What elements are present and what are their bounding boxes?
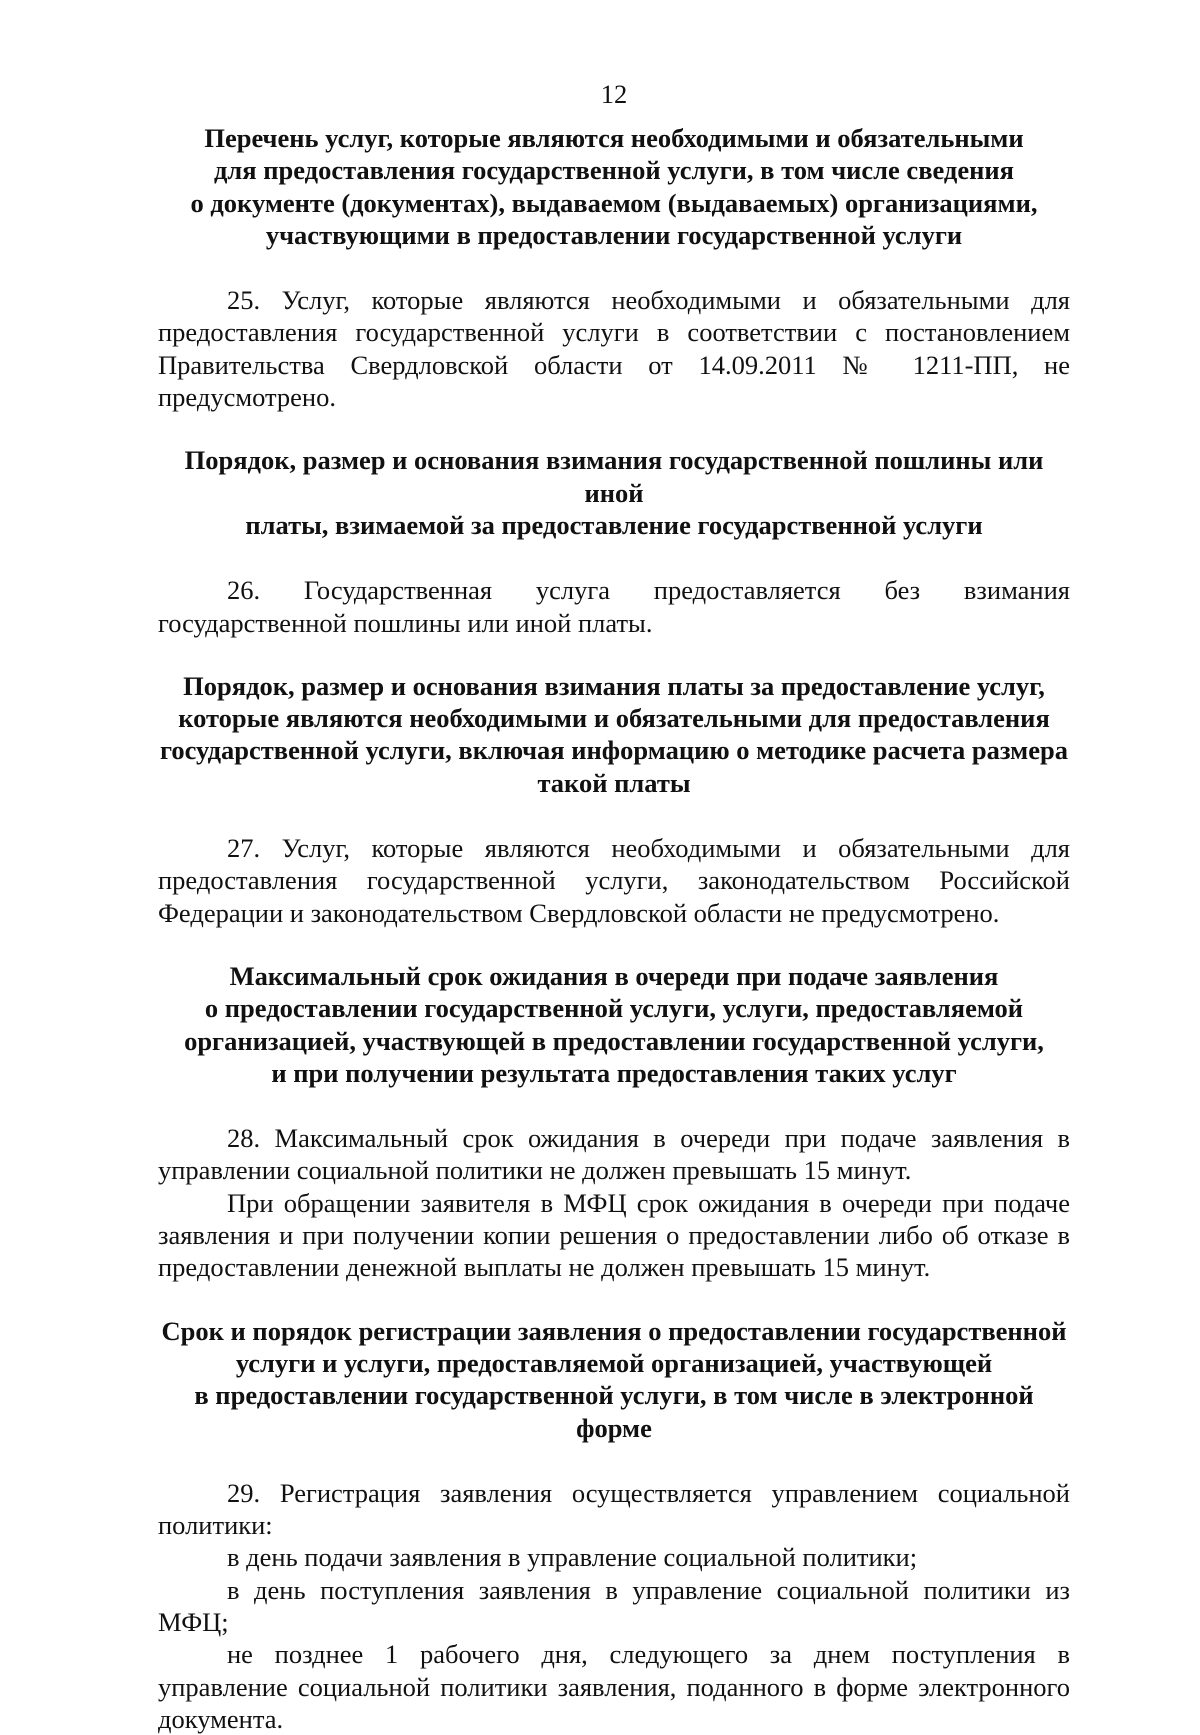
heading-line: платы, взимаемой за предоставление государственной услуги <box>245 509 983 540</box>
heading-line: организацией, участвующей в предоставлении государственной услуги, <box>184 1025 1044 1056</box>
heading-line: в предоставлении государственной услуги, в том числе в электронной форме <box>194 1380 1034 1443</box>
heading-line: о документе (документах), выдаваемом (выдаваемых) организациями, <box>190 187 1038 218</box>
paragraph: При обращении заявителя в МФЦ срок ожидания в очереди при подаче заявления и при получении копии решения о предоставлении либо об отказе в предоставлении денежной выплаты не должен превышать 15 минут. <box>158 1187 1070 1283</box>
heading-line: услуги и услуги, предоставляемой организацией, участвующей <box>235 1347 993 1378</box>
heading-line: и при получении результата предоставления таких услуг <box>271 1057 957 1088</box>
paragraph: 26. Государственная услуга предоставляется без взимания государственной пошлины или иной платы. <box>158 575 1070 638</box>
heading-line: такой платы <box>537 767 691 798</box>
paragraph: 28. Максимальный срок ожидания в очереди при подаче заявления в управлении социальной политики не должен превышать 15 минут. <box>158 1123 1070 1186</box>
paragraph: в день подачи заявления в управление социальной политики; <box>227 1542 918 1573</box>
section-heading <box>158 444 1070 541</box>
section-heading <box>158 1315 1070 1444</box>
paragraph: 25. Услуг, которые являются необходимыми и обязательными для предоставления государственной услуги в соответствии с постановлением Правительства Свердловской области от 14.09.2011 № 1211-ПП, не предусмотрено. <box>158 285 1070 413</box>
paragraph: в день поступления заявления в управление социальной политики из МФЦ; <box>158 1574 1070 1637</box>
section-heading <box>158 960 1070 1089</box>
section-heading <box>158 122 1070 251</box>
heading-line: Порядок, размер и основания взимания государственной пошлины или иной <box>184 445 1044 508</box>
heading-line: Срок и порядок регистрации заявления о предоставлении государственной <box>161 1315 1067 1346</box>
section-heading <box>158 670 1070 799</box>
heading-line: участвующими в предоставлении государственной услуги <box>265 219 963 250</box>
heading-line: которые являются необходимыми и обязательными для предоставления <box>178 703 1050 734</box>
heading-line: Максимальный срок ожидания в очереди при подаче заявления <box>229 960 999 991</box>
heading-line: для предоставления государственной услуги, в том числе сведения <box>214 155 1014 186</box>
heading-line: Перечень услуг, которые являются необходимыми и обязательными <box>204 123 1024 153</box>
paragraph: 27. Услуг, которые являются необходимыми и обязательными для предоставления государственной услуги, законодательством Российской Федерации и законодательством Свердловской области не предусмотрено. <box>158 833 1070 928</box>
paragraph: не позднее 1 рабочего дня, следующего за днем поступления в управление социальной политики заявления, поданного в форме электронного документа. <box>158 1639 1070 1734</box>
heading-line: Порядок, размер и основания взимания платы за предоставление услуг, <box>183 670 1045 701</box>
paragraph: 29. Регистрация заявления осуществляется управлением социальной политики: <box>158 1477 1070 1541</box>
page-number: 12 <box>600 79 628 109</box>
heading-line: государственной услуги, включая информацию о методике расчета размера <box>160 735 1068 766</box>
heading-line: о предоставлении государственной услуги, услуги, предоставляемой <box>204 993 1024 1024</box>
